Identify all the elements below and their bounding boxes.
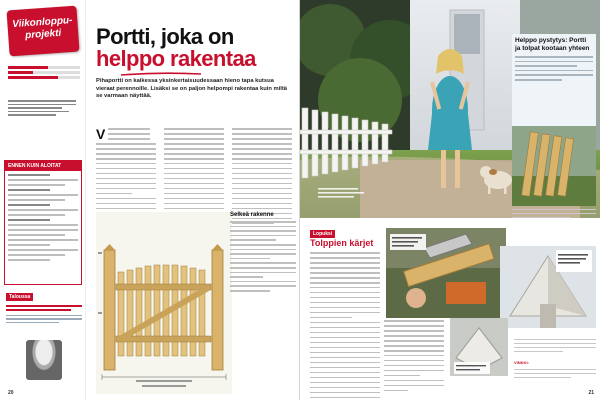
tip-tag: Taloussa: [6, 293, 33, 301]
page-number-right: 21: [588, 390, 594, 396]
headline-swoosh: [120, 72, 202, 76]
materials-box-title: ENNEN KUIN ALOITAT: [5, 161, 81, 171]
help-box-title: Helppo pystytys: Portti ja tolpat kootaan yhteen: [515, 37, 590, 52]
meter-bar-2: [8, 71, 80, 74]
right-page: [300, 0, 600, 400]
materials-box: [4, 160, 82, 285]
help-photo-caption: [512, 206, 596, 221]
page-number-left: 20: [8, 390, 14, 396]
headline-line-2: helppo rakentaa: [96, 46, 256, 71]
article-lead: Pihaportti on kaikessa yksinkertaisuudessaan hieno tapa kutsua vieraat perennoille. Lisäksi se on paljon helpompi rakentaa kuin miltä se varmaan näyttää.: [96, 78, 288, 99]
step-photo-saw: [386, 228, 506, 318]
section-title: Tolppien kärjet: [310, 238, 374, 248]
finish-body-text: [310, 252, 380, 400]
finish-body-text-2: [384, 320, 444, 395]
section-logo: [6, 6, 79, 57]
tip-label: VINKKI:: [514, 360, 529, 365]
meter-bar-1: [8, 66, 80, 69]
difficulty-meters: [8, 66, 80, 81]
headline-line-1: Portti, joka on: [96, 24, 234, 49]
drop-cap: V: [96, 126, 106, 142]
tip-text: [6, 303, 82, 325]
step-photo-post-top: [500, 246, 596, 328]
article-headline: [96, 26, 296, 70]
structure-box: [230, 212, 296, 292]
help-photo-stacked-boards: [512, 126, 596, 206]
meter-bar-3: [8, 76, 80, 79]
post-cap-photo: [26, 340, 62, 380]
section-tag: Lopuksi: [310, 230, 335, 238]
help-box: [512, 34, 596, 126]
step-caption: [514, 336, 596, 355]
left-sidebar: [0, 0, 86, 400]
section-logo-text: Viikonloppu-projekti: [12, 14, 73, 42]
gate-diagram: [96, 212, 232, 394]
expert-quote: [8, 98, 76, 118]
step-photo-cap-detail: [450, 318, 508, 376]
structure-box-title: Selkeä rakenne: [230, 212, 274, 218]
tip-caption: [514, 366, 596, 381]
